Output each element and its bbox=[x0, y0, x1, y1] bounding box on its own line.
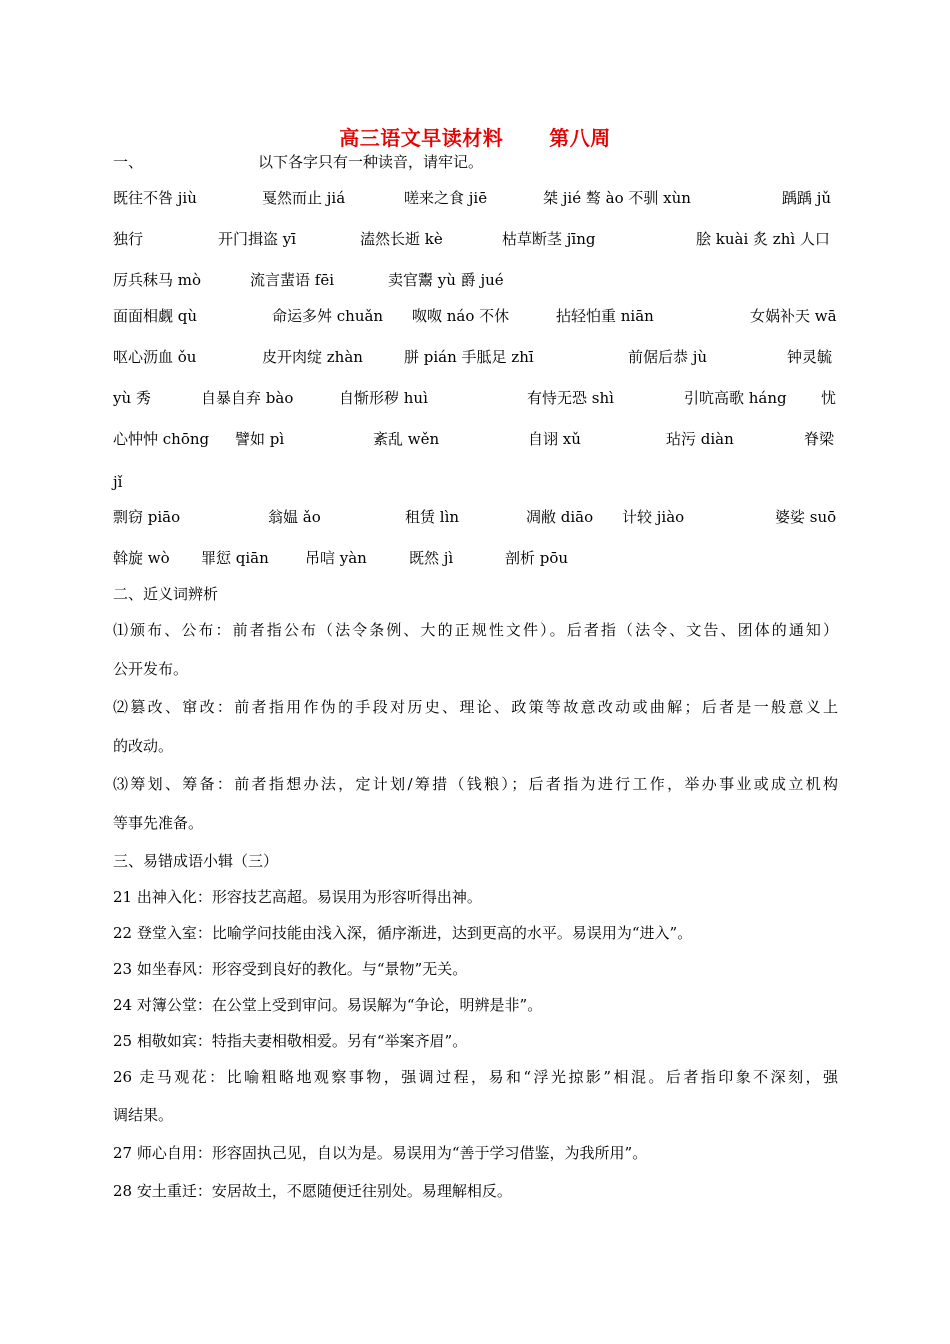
pinyin-item: 厉兵秣马 mò bbox=[113, 271, 202, 289]
pinyin-item: 租赁 lìn bbox=[405, 508, 460, 526]
idiom-item: 24 对簿公堂：在公堂上受到审问。易误解为“争论，明辨是非”。 bbox=[113, 996, 543, 1014]
idiom-item: 26 走马观花：比喻粗略地观察事物，强调过程，易和“浮光掠影”相混。后者指印象不深刻，强 bbox=[113, 1068, 838, 1086]
title-week: 第八周 bbox=[549, 126, 611, 150]
section3-heading: 三、易错成语小辑（三） bbox=[113, 852, 279, 870]
synonym-item-line: 公开发布。 bbox=[113, 660, 189, 678]
pinyin-item: 紊乱 wěn bbox=[373, 430, 440, 448]
title-main: 高三语文早读材料 bbox=[339, 126, 504, 150]
pinyin-item: 心忡忡 chōng bbox=[113, 430, 210, 448]
pinyin-item: 自惭形秽 huì bbox=[339, 389, 428, 407]
idiom-item: 23 如坐春风：形容受到良好的教化。与“景物”无关。 bbox=[113, 960, 468, 978]
pinyin-item: 凋敝 diāo bbox=[526, 508, 594, 526]
idiom-item-continued: 调结果。 bbox=[113, 1106, 174, 1124]
pinyin-item: 溘然长逝 kè bbox=[360, 230, 443, 248]
pinyin-item: 呕心沥血 ǒu bbox=[113, 348, 197, 366]
pinyin-item: 脊梁 bbox=[804, 430, 835, 448]
page-title bbox=[0, 122, 950, 151]
pinyin-item: 呶呶 náo 不休 bbox=[412, 307, 510, 325]
pinyin-item: 开门揖盗 yī bbox=[218, 230, 297, 248]
synonym-item-line: ⑵篡改、窜改：前者指用作伪的手段对历史、理论、政策等故意改动或曲解；后者是一般意义上 bbox=[113, 698, 838, 716]
section1-heading: 以下各字只有一种读音，请牢记。 bbox=[258, 153, 484, 171]
synonym-item-line: 的改动。 bbox=[113, 737, 174, 755]
pinyin-item: 卖官鬻 yù 爵 jué bbox=[388, 271, 504, 289]
synonym-item-line: ⑶筹划、筹备：前者指想办法，定计划/筹措（钱粮）；后者指为进行工作，举办事业或成立机构 bbox=[113, 775, 838, 793]
pinyin-item: yù 秀 bbox=[113, 389, 151, 407]
pinyin-item: 既然 jì bbox=[409, 549, 454, 567]
pinyin-item: 剽窃 piāo bbox=[113, 508, 181, 526]
pinyin-item: 踽踽 jǔ bbox=[782, 189, 832, 207]
pinyin-item: 剖析 pōu bbox=[505, 549, 569, 567]
pinyin-item: 拈轻怕重 niān bbox=[556, 307, 654, 325]
pinyin-item: 命运多舛 chuǎn bbox=[272, 307, 384, 325]
pinyin-item: 前倨后恭 jù bbox=[628, 348, 708, 366]
pinyin-item: 钟灵毓 bbox=[787, 348, 833, 366]
pinyin-item: 枯草断茎 jīng bbox=[502, 230, 596, 248]
pinyin-item: 譬如 pì bbox=[235, 430, 285, 448]
synonym-item-line: ⑴颁布、公布：前者指公布（法令条例、大的正规性文件）。后者指（法令、文告、团体的通知） bbox=[113, 621, 838, 639]
pinyin-item: 桀 jié 骜 ào 不驯 xùn bbox=[543, 189, 691, 207]
pinyin-item: 皮开肉绽 zhàn bbox=[262, 348, 363, 366]
pinyin-item: 玷污 diàn bbox=[666, 430, 734, 448]
pinyin-item: jǐ bbox=[113, 473, 123, 491]
idiom-item: 21 出神入化：形容技艺高超。易误用为形容听得出神。 bbox=[113, 888, 482, 906]
idiom-item: 25 相敬如宾：特指夫妻相敬相爱。另有“举案齐眉”。 bbox=[113, 1032, 468, 1050]
pinyin-item: 计较 jiào bbox=[622, 508, 685, 526]
synonym-item-line: 等事先准备。 bbox=[113, 814, 204, 832]
pinyin-item: 斡旋 wò bbox=[113, 549, 170, 567]
idiom-item: 27 师心自用：形容固执己见，自以为是。易误用为“善于学习借鉴，为我所用”。 bbox=[113, 1144, 648, 1162]
pinyin-item: 翁媪 ǎo bbox=[268, 508, 321, 526]
pinyin-item: 面面相觑 qù bbox=[113, 307, 198, 325]
pinyin-item: 脍 kuài 炙 zhì 人口 bbox=[696, 230, 830, 248]
pinyin-item: 婆娑 suō bbox=[775, 508, 837, 526]
pinyin-item: 独行 bbox=[113, 230, 144, 248]
idiom-item: 28 安土重迁：安居故土，不愿随便迁往别处。易理解相反。 bbox=[113, 1182, 512, 1200]
pinyin-item: 戛然而止 jiá bbox=[262, 189, 346, 207]
pinyin-item: 罪愆 qiān bbox=[201, 549, 269, 567]
pinyin-item: 有恃无恐 shì bbox=[527, 389, 614, 407]
idiom-item: 22 登堂入室：比喻学问技能由浅入深，循序渐进，达到更高的水平。易误用为“进入”。 bbox=[113, 924, 693, 942]
pinyin-item: 自暴自弃 bào bbox=[201, 389, 294, 407]
pinyin-item: 流言蜚语 fēi bbox=[250, 271, 334, 289]
section1-number: 一、 bbox=[113, 153, 144, 171]
pinyin-item: 忧 bbox=[821, 389, 837, 407]
pinyin-item: 女娲补天 wā bbox=[750, 307, 837, 325]
pinyin-item: 吊唁 yàn bbox=[305, 549, 367, 567]
pinyin-item: 引吭高歌 háng bbox=[684, 389, 787, 407]
pinyin-item: 嗟来之食 jiē bbox=[404, 189, 488, 207]
pinyin-item: 胼 pián 手胝足 zhī bbox=[404, 348, 534, 366]
section2-heading: 二、近义词辨析 bbox=[113, 585, 219, 603]
pinyin-item: 既往不咎 jiù bbox=[113, 189, 197, 207]
pinyin-item: 自诩 xǔ bbox=[528, 430, 581, 448]
